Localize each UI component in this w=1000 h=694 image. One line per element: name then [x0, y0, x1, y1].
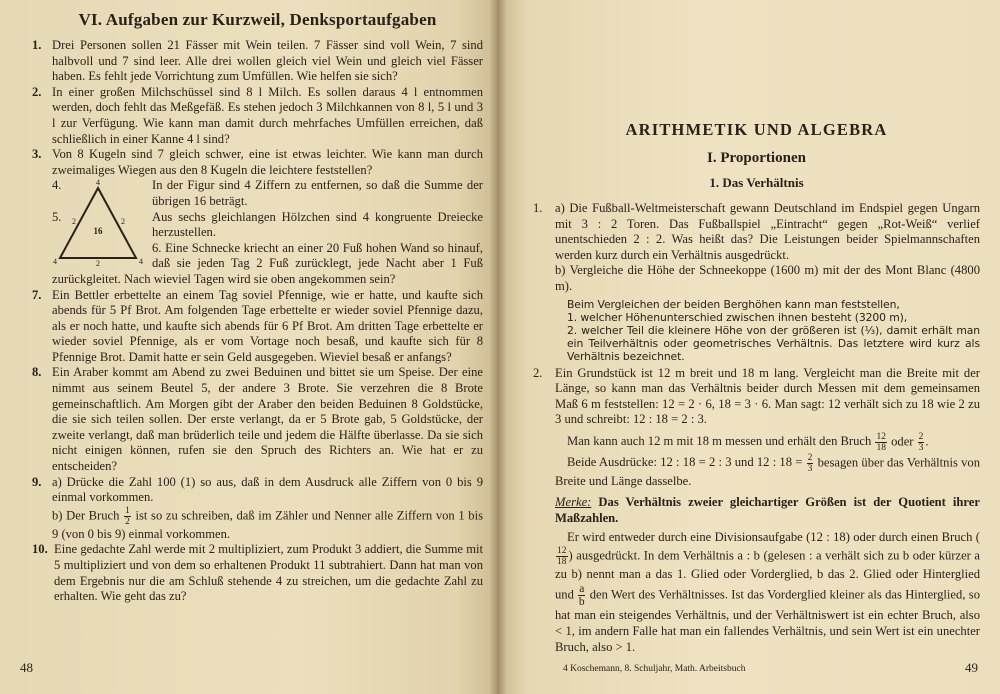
- fraction-one-half: [124, 506, 131, 527]
- paragraph-bruch: Man kann auch 12 m mit 18 m messen und erhält den Bruch $\frac{12}{18}$ oder $\frac{2}{3}$ . Beide Ausdrücke: 12 : 18 = 2 : 3 und 12 : 18 = $\frac{2}{3}$ besagen über das Verhältnis von Breite und Länge dasselbe.: [555, 431, 981, 488]
- task-text: Ein Bettler erbettelte an einem Tag soviel Pfennige, wie er hatte, und kaufte sich abends für 5 Pf Brot. Am folgenden Tage erbettelte er wieder soviel Pfennige dazu, als er noch hatte, und kaufte sich abends für 6 Pf Brot. Am dritten Tage erbettelte er wieder soviel Pfennige, als er vom Vortage noch besaß, und kaufte sich für 8 Pfennige Brot. Damit hatte er sein Geld ausgegeben. Wieviel besaß er anfangs?: [52, 287, 483, 364]
- task-1a: [533, 201, 980, 263]
- task-7: [32, 288, 483, 366]
- para-a-pre: Man kann auch 12 m mit 18 m messen und erhält den Bruch: [567, 434, 872, 449]
- task-number: 6.: [152, 240, 162, 255]
- merke-rule: [555, 495, 980, 527]
- left-section-title: VI. Aufgaben zur Kurzweil, Denksportaufgaben: [78, 10, 437, 29]
- task-9: [32, 475, 483, 543]
- task-5: [52, 210, 483, 241]
- task-3: [32, 147, 483, 178]
- task-9b-pre: b) Der Bruch: [52, 508, 120, 523]
- task-number: 1.: [533, 201, 543, 215]
- task-9b: [52, 506, 483, 543]
- para-a-mid: oder: [891, 434, 914, 449]
- task-text: Von 8 Kugeln sind 7 gleich schwer, eine ist etwas leichter. Wie kann man durch zweimaliges Wiegen aus den 8 Kugeln die leichtere feststellen?: [52, 147, 483, 177]
- para-b-post: besagen über das Verhältnis von Breite und Länge dasselbe.: [555, 455, 981, 488]
- note-intro: Beim Vergleichen der beiden Berghöhen kann man feststellen,: [567, 297, 900, 311]
- note-2-post: ), damit erhält man ein Teilverhältnis oder geometrisches Verhältnis. Das letztere wird kurz als Verhältnis bezeichnet.: [567, 323, 980, 363]
- left-page: [0, 0, 497, 694]
- fraction-a-b: [578, 583, 585, 608]
- note-item-1: 1. welcher Höhenunterschied zwischen ihnen besteht (3200 m),: [567, 310, 908, 324]
- page-number-left: 48: [20, 660, 33, 675]
- task-text: Eine Schnecke kriecht an einer 20 Fuß hohen Wand so hinauf, daß sie jeden Tag 2 Fuß zurücklegt, jede Nacht aber 1 Fuß zurückgleitet. Nach wieviel Tagen wird sie oben angekommen sein?: [52, 240, 483, 286]
- para-c-post: ) ausgedrückt. In dem Verhältnis a : b (gelesen : a verhält sich zu b oder kürzer a zu b) nennt man a das 1. Glied oder Vorderglied, b das 2. Glied oder Hinterglied und: [555, 548, 980, 602]
- merke-label: Merke:: [555, 494, 592, 509]
- fraction-2-3-b: [807, 453, 814, 474]
- fraction-numerator: 12: [557, 546, 567, 557]
- triangle-label-center: 16: [93, 226, 103, 237]
- task-4: [52, 178, 483, 209]
- fraction-12-18-c: [556, 546, 568, 567]
- task-number: 7.: [32, 287, 42, 302]
- triangle-label-upper-right: 2: [121, 217, 125, 227]
- footer-note: 4 Koschemann, 8. Schuljahr, Math. Arbeitsbuch: [563, 664, 746, 674]
- task-number: 2.: [533, 365, 543, 380]
- task-2: [533, 366, 980, 428]
- page-number-right: 49: [965, 660, 978, 675]
- task-2: [32, 85, 483, 147]
- section-title: I. Proportionen: [707, 150, 806, 166]
- task-number: 4.: [52, 178, 62, 193]
- task-text: In der Figur sind 4 Ziffern zu entfernen, so daß die Summe der übrigen 16 beträgt.: [152, 178, 483, 208]
- triangle-label-upper-left: 2: [72, 217, 76, 227]
- fraction-numerator: 2: [918, 431, 924, 442]
- task-1: [32, 38, 483, 85]
- task-text: Ein Grundstück ist 12 m breit und 18 m lang. Vergleicht man die Breite mit der Länge, so kann man das Verhältnis beider durch Messen mit dem gemeinsamen Maß 6 m feststellen: 12 = 2 · 6, 18 = 3 · 6. Man sagt: 12 verhält sich zu 18 wie 2 zu 3 und schreibt: 12 : 18 = 2 : 3.: [555, 365, 980, 427]
- chapter-title: ARITHMETIK UND ALGEBRA: [625, 120, 888, 139]
- note-2-pre: 2. welcher Teil die kleinere Höhe von der größeren ist (: [567, 323, 865, 337]
- fraction-denominator: 18: [876, 442, 886, 453]
- task-1b: [533, 263, 980, 294]
- fraction-numerator: 1: [125, 505, 130, 516]
- fraction-denominator: b: [578, 595, 585, 608]
- fraction-numerator: 2: [807, 452, 813, 463]
- right-page: [497, 0, 1000, 694]
- note-2-fraction: ⅓: [864, 323, 875, 337]
- task-number: 3.: [32, 147, 42, 162]
- triangle-label-top: 4: [96, 178, 100, 188]
- task-number: 8.: [32, 365, 42, 380]
- task-number: 9.: [32, 474, 42, 489]
- task-text: Aus sechs gleichlangen Hölzchen sind 4 kongruente Dreiecke herzustellen.: [152, 209, 483, 240]
- paragraph-definition: [555, 530, 980, 655]
- fraction-denominator: 3: [807, 463, 813, 474]
- task-text: Ein Araber kommt am Abend zu zwei Beduinen und bittet sie um Speise. Der eine nimmt aus seinem Beutel 5, der andere 3 Brote. Sie verzehren die 8 Brote gemeinschaftlich. Am Morgen gibt der Araber den beiden Beduinen 8 Goldstücke, die sie sich teilen sollen. Der erste verlangt, da er 5 Brote gab, 5 Goldstücke, der zweite verlangt, daß man brüderlich teile und jedem die Hälfte überlasse. Da sie sich nicht einigen können, rufen sie den Spruch des Richters an. Wie hat er zu entscheiden?: [52, 365, 483, 474]
- task-text: a) Die Fußball-Weltmeisterschaft gewann Deutschland im Endspiel gegen Ungarn mit 3 : 2 Toren. Das Fußballspiel „Eintracht“ gegen „Rot-Weiß“ verlief unentschieden 2 : 2. Was heißt das? Die Leistungen beider Spielmannschaften werden kurz durch ein Verhältnis ausgedrückt.: [555, 201, 980, 262]
- task-9a-text: a) Drücke die Zahl 100 (1) so aus, daß in dem Ausdruck alle Ziffern von 0 bis 9 einmal vorkommen.: [52, 474, 483, 505]
- task-text: b) Vergleiche die Höhe der Schneekoppe (1600 m) mit der des Mont Blanc (4800 m).: [555, 263, 980, 293]
- fraction-2-3: [918, 432, 925, 453]
- triangle-label-bottom-mid: 2: [96, 259, 100, 267]
- fraction-numerator: a: [579, 582, 585, 595]
- task-number: 5.: [52, 209, 62, 224]
- task-6: [52, 241, 483, 288]
- task-number: 2.: [32, 84, 42, 99]
- task-8: [32, 365, 483, 474]
- task-text: Drei Personen sollen 21 Fässer mit Wein teilen. 7 Fässer sind voll Wein, 7 sind halbvoll und 7 sind leer. Alle drei wollen gleich viel Wein und gleich viel Fässer haben. Es fehlt jede Vorrichtung zum Umfüllen. Wie helfen sie sich?: [52, 38, 483, 84]
- task-text: In einer großen Milchschüssel sind 8 l Milch. Es sollen daraus 4 l entnommen werden, doch fehlt das Meßgefäß. Es stehen jedoch 3 Milchkannen von 8 l, 5 l und 3 l zur Verfügung. Wie kann man damit durch mehrfaches Umfüllen erreichen, daß schließlich in einer Kanne 4 l sind?: [52, 84, 483, 146]
- task-10: [32, 542, 483, 604]
- merke-text: Das Verhältnis zweier gleichartiger Größen ist der Quotient ihrer Maßzahlen.: [555, 494, 980, 525]
- triangle-label-bottom-left: 4: [53, 257, 57, 267]
- para-c-end: den Wert des Verhältnisses. Ist das Vorderglied kleiner als das Hinterglied, so hat man ein steigendes Verhältnis, und der Verhältniswert ist ein echter Bruch, also < 1, im andern Falle hat man ein fallendes Verhältnis, und sein Wert ist ein unechter Bruch, also > 1.: [555, 587, 980, 654]
- fraction-denominator: 2: [125, 516, 130, 527]
- fraction-12-18: [875, 432, 887, 453]
- note-block: [555, 298, 980, 363]
- para-c-pre: Er wird entweder durch eine Divisionsaufgabe (12 : 18) oder durch einen Bruch (: [567, 530, 980, 545]
- para-b-pre: Beide Ausdrücke: 12 : 18 = 2 : 3 und 12 : 18 =: [567, 455, 803, 470]
- task-4-6-group: [32, 178, 483, 287]
- fraction-numerator: 12: [876, 431, 886, 442]
- fraction-denominator: 3: [918, 442, 924, 453]
- note-item-2: [555, 324, 980, 363]
- task-number: 10.: [32, 542, 48, 557]
- fraction-denominator: 18: [557, 557, 567, 568]
- task-9b-post: ist so zu schreiben, daß im Zähler und Nenner alle Ziffern von 1 bis 9 (von 0 bis 9) einmal vorkommen.: [52, 508, 484, 541]
- triangle-label-bottom-right: 4: [139, 257, 143, 267]
- subsection-title: 1. Das Verhältnis: [709, 175, 804, 190]
- task-text: Eine gedachte Zahl werde mit 2 multipliziert, zum Produkt 3 addiert, die Summe mit 5 multipliziert und von dem so erhaltenen Produkt 11 subtrahiert. Dann hat man von dem Ergebnis nur die am Schluß stehende 4 zu streichen, um die gedachte Zahl zu erhalten. Wie geht das zu?: [54, 542, 483, 604]
- task-number: 1.: [32, 38, 42, 52]
